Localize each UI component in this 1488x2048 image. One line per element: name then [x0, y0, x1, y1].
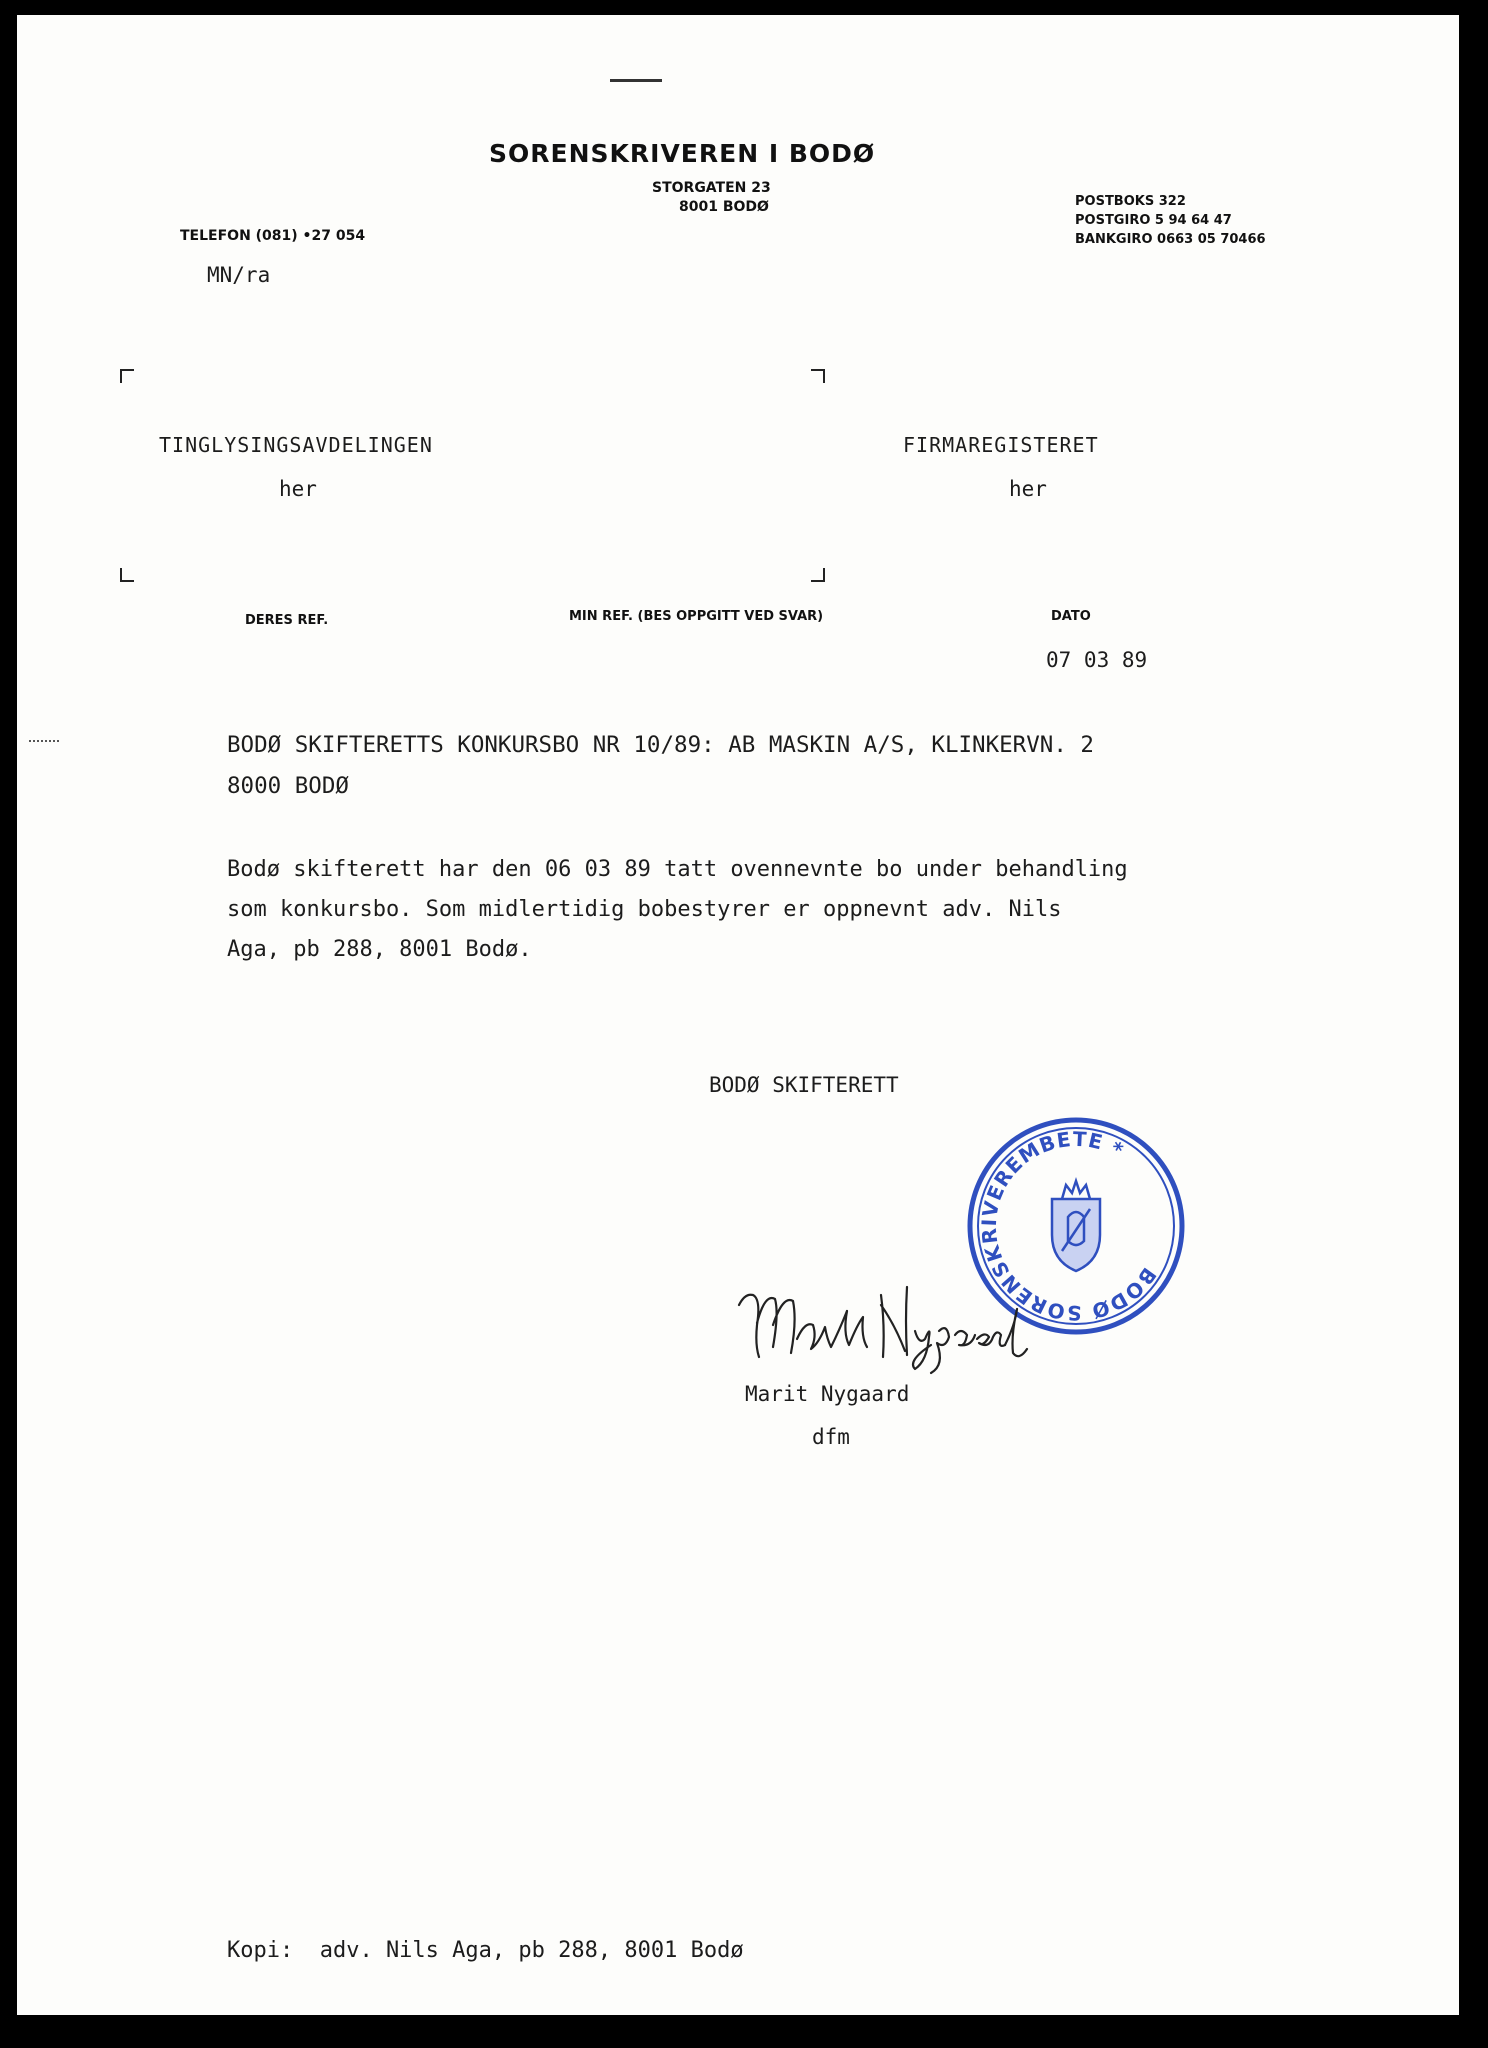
- stamp-text: BODØ SORENSKRIVEREMBETE *: [976, 1126, 1162, 1326]
- recipient-left-name: TINGLYSINGSAVDELINGEN: [159, 433, 433, 457]
- window-corner-br: [811, 568, 825, 582]
- dato-value: 07 03 89: [1046, 648, 1148, 672]
- closing-court: BODØ SKIFTERETT: [709, 1073, 899, 1097]
- letterhead-postbox: POSTBOKS 322: [1075, 194, 1186, 209]
- min-ref-label: MIN REF. (BES OPPGITT VED SVAR): [569, 609, 824, 624]
- window-corner-bl: [120, 568, 134, 582]
- margin-mark: [29, 740, 59, 742]
- copy-line: Kopi: adv. Nils Aga, pb 288, 8001 Bodø: [227, 1938, 744, 1963]
- window-corner-tr: [811, 369, 825, 383]
- top-mark: [610, 79, 662, 82]
- body-line-2: som konkursbo. Som midlertidig bobestyrer er oppnevnt adv. Nils: [227, 897, 1062, 922]
- letterhead-telephone: TELEFON (081) •27 054: [180, 228, 366, 244]
- letterhead-bankgiro: BANKGIRO 0663 05 70466: [1075, 232, 1266, 247]
- letterhead-postal: 8001 BODØ: [679, 199, 769, 215]
- coat-of-arms-icon: [1052, 1181, 1100, 1271]
- letterhead-street: STORGATEN 23: [652, 180, 771, 196]
- recipient-left-place: her: [279, 477, 317, 501]
- initials: MN/ra: [207, 263, 271, 287]
- letterhead-title: SORENSKRIVEREN I BODØ: [489, 139, 876, 168]
- signatory-name: Marit Nygaard: [745, 1382, 910, 1406]
- body-line-3: Aga, pb 288, 8001 Bodø.: [227, 937, 532, 962]
- subject-line-1: BODØ SKIFTERETTS KONKURSBO NR 10/89: AB MASKIN A/S, KLINKERVN. 2: [227, 732, 1094, 758]
- signature: [735, 1265, 1030, 1375]
- letter-page: [17, 15, 1459, 2015]
- recipient-right-name: FIRMAREGISTERET: [903, 433, 1099, 457]
- body-line-1: Bodø skifterett har den 06 03 89 tatt ovennevnte bo under behandling: [227, 857, 1128, 882]
- dato-label: DATO: [1051, 609, 1091, 624]
- window-corner-tl: [120, 369, 134, 383]
- recipient-right-place: her: [1009, 477, 1047, 501]
- signatory-title: dfm: [812, 1425, 850, 1449]
- subject-line-2: 8000 BODØ: [227, 773, 349, 799]
- letterhead-postgiro: POSTGIRO 5 94 64 47: [1075, 213, 1232, 228]
- deres-ref-label: DERES REF.: [245, 613, 329, 628]
